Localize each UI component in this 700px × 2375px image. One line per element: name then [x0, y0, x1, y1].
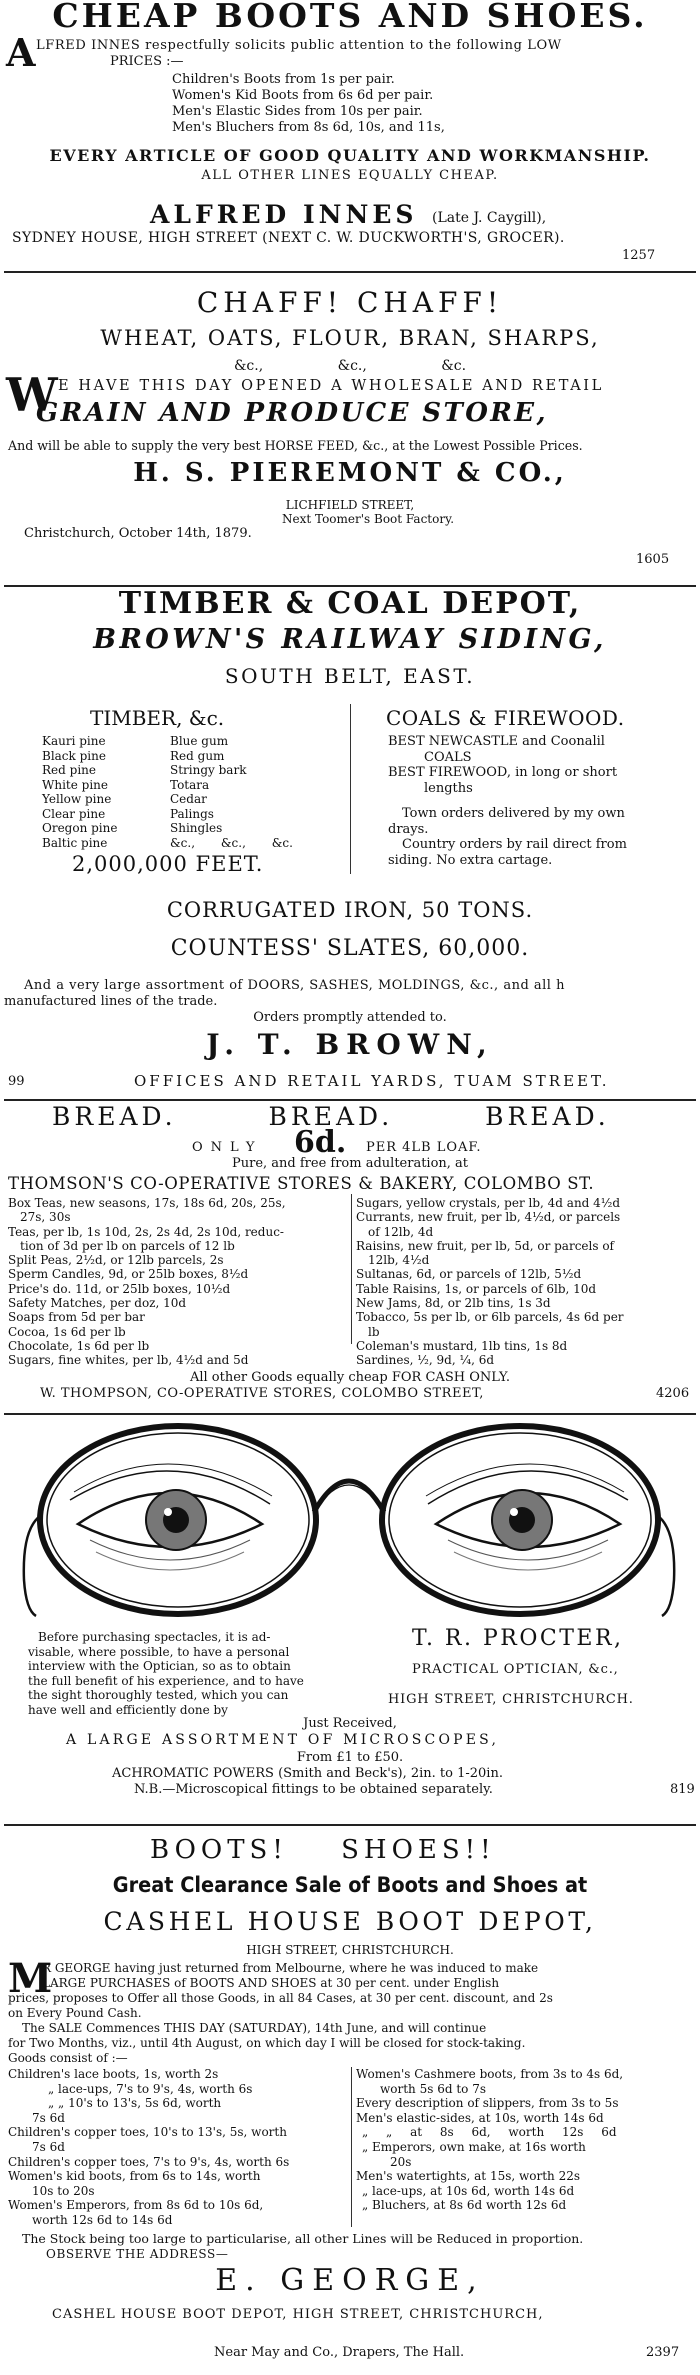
ad4-price: 6d.	[294, 1125, 347, 1160]
ad2-street: LICHFIELD STREET,	[285, 498, 415, 512]
ad2-drop-cap: W	[6, 368, 58, 422]
ad4-sig: W. THOMPSON, CO-OPERATIVE STORES, COLOMBO STREET,	[40, 1386, 484, 1401]
coal-line: Town orders delivered by my own	[402, 806, 625, 821]
shoe-item: Men's elastic-sides, at 10s, worth 14s 6d	[356, 2110, 604, 2125]
intro-line: the sight thoroughly tested, which you can	[28, 1688, 289, 1703]
coal-line: drays.	[388, 821, 429, 837]
ad1-price-1: Children's Boots from 1s per pair.	[172, 72, 395, 87]
coal-line	[388, 796, 688, 806]
ad-boots-shoes-george	[0, 1827, 700, 2375]
grocery-item: Soaps from 5d per bar	[8, 1310, 145, 1325]
timber-item: Cedar	[170, 792, 207, 806]
ad2-supply: And will be able to supply the very best HORSE FEED, &c., at the Lowest Possible Prices.	[8, 438, 583, 453]
ad6-title: BOOTS! SHOES!!	[150, 1835, 496, 1865]
ad2-next: Next Toomer's Boot Factory.	[282, 512, 455, 526]
ad-chaff	[0, 274, 700, 586]
ad5-name: T. R. PROCTER,	[412, 1626, 624, 1651]
coal-line: lengths	[424, 780, 473, 796]
shoe-item: Men's watertights, at 15s, worth 22s	[356, 2169, 581, 2184]
ad6-stock: The Stock being too large to particularise, all other Lines will be Reduced in proportion.	[22, 2231, 584, 2246]
ad-timber-coal	[0, 588, 700, 1110]
shoe-item: Children's copper toes, 10's to 13's, 5s, worth	[8, 2125, 287, 2140]
coal-line: COALS	[424, 749, 472, 765]
ad5-powers: ACHROMATIC POWERS (Smith and Beck's), 2in. to 1-20in.	[112, 1766, 503, 1781]
ad3-title: TIMBER & COAL DEPOT,	[118, 588, 582, 621]
ad3-timber-left	[42, 734, 117, 850]
ad1-intro-line1: LFRED INNES respectfully solicits public attention to the following LOW	[36, 38, 562, 53]
grocery-item: Sugars, yellow crystals, per lb, 4d and 4½d	[356, 1196, 621, 1210]
grocery-item: Teas, per lb, 1s 10d, 2s, 2s 4d, 2s 10d, reduc-	[8, 1224, 284, 1239]
para-line: R GEORGE having just returned from Melbourne, where he was induced to make	[42, 1961, 539, 1975]
timber-item: Yellow pine	[42, 792, 112, 806]
ad6-left-list	[8, 2067, 348, 2228]
intro-line: Before purchasing spectacles, it is ad-	[38, 1630, 271, 1644]
ad4-other: All other Goods equally cheap FOR CASH ONLY.	[189, 1370, 511, 1385]
ad3-slates: COUNTESS' SLATES, 60,000.	[170, 936, 530, 961]
ad4-only: ONLY	[192, 1140, 263, 1155]
timber-item: Clear pine	[42, 806, 106, 821]
ad5-number: 819	[670, 1782, 695, 1797]
shoe-item: Women's kid boots, from 6s to 14s, worth	[8, 2169, 261, 2184]
divider	[4, 585, 696, 587]
shoe-item: 7s 6d	[32, 2110, 65, 2125]
grocery-item: Safety Matches, per doz, 10d	[8, 1296, 187, 1311]
grocery-item: Sardines, ½, 9d, ¼, 6d	[356, 1353, 495, 1368]
ad6-paragraph	[8, 1955, 698, 2066]
ad1-intro-line2: PRICES :—	[110, 54, 184, 69]
shoe-item: „ lace-ups, at 10s 6d, worth 14s 6d	[362, 2183, 575, 2198]
timber-item: White pine	[42, 777, 108, 792]
grocery-item: Split Peas, 2½d, or 12lb parcels, 2s	[8, 1253, 224, 1268]
ad6-depot: CASHEL HOUSE BOOT DEPOT,	[103, 1907, 597, 1936]
timber-item: Stringy bark	[170, 763, 247, 777]
temple-right-icon	[658, 1516, 674, 1616]
ad1-name: ALFRED INNES	[150, 200, 418, 229]
intro-line: the full benefit of his experience, and to have	[28, 1673, 304, 1688]
ad6-high: HIGH STREET, CHRISTCHURCH.	[246, 1943, 454, 1957]
ad1-price-3: Men's Elastic Sides from 10s per pair.	[172, 104, 423, 119]
spectacles-illustration	[0, 1420, 700, 1620]
ad-cheap-boots	[0, 0, 700, 270]
grocery-item: New Jams, 8d, or 2lb tins, 1s 3d	[356, 1296, 551, 1311]
ad4-right-list	[356, 1196, 696, 1368]
timber-item: &c., &c., &c.	[170, 835, 293, 850]
shoe-item: Women's Cashmere boots, from 3s to 4s 6d,	[356, 2067, 624, 2081]
ad5-nb: N.B.—Microscopical fittings to be obtained separately.	[134, 1782, 493, 1797]
ad3-column-rule	[350, 704, 351, 874]
intro-line: interview with the Optician, so as to obtain	[28, 1659, 291, 1674]
ad3-coal-text	[388, 734, 688, 868]
grocery-item: 27s, 30s	[20, 1210, 71, 1225]
ad4-left-list	[8, 1196, 348, 1368]
grocery-item: Cocoa, 1s 6d per lb	[8, 1324, 126, 1339]
grocery-item: Table Raisins, 1s, or parcels of 6lb, 10d	[356, 1281, 597, 1296]
shoe-item: Women's Emperors, from 8s 6d to 10s 6d,	[8, 2198, 264, 2213]
grocery-item: Box Teas, new seasons, 17s, 18s 6d, 20s, 25s,	[8, 1196, 286, 1210]
timber-item: Baltic pine	[42, 835, 108, 850]
coal-line: BEST NEWCASTLE and Coonalil	[388, 734, 605, 749]
divider	[4, 1824, 696, 1826]
ad1-title: CHEAP BOOTS AND SHOES.	[52, 0, 648, 35]
ad5-price: From £1 to £50.	[296, 1750, 404, 1765]
ad1-late: (Late J. Caygill),	[432, 210, 547, 226]
shoe-item: „ „ at 8s 6d, worth 12s 6d	[362, 2125, 617, 2140]
ad2-etc: &c., &c., &c.	[233, 358, 467, 374]
timber-item: Shingles	[170, 821, 223, 835]
coal-line: Country orders by rail direct from	[402, 837, 627, 852]
ad5-role: PRACTICAL OPTICIAN, &c.,	[412, 1662, 619, 1677]
grocery-item: lb	[368, 1324, 380, 1339]
ad1-drop-cap: A	[6, 30, 36, 75]
ad3-belt: SOUTH BELT, EAST.	[224, 664, 476, 688]
grocery-item: 12lb, 4½d	[368, 1253, 430, 1268]
ad4-store: THOMSON'S CO-OPERATIVE STORES & BAKERY, COLOMBO ST.	[8, 1174, 595, 1193]
ad4-pure: Pure, and free from adulteration, at	[231, 1156, 469, 1171]
ad6-near: Near May and Co., Drapers, The Hall.	[214, 2345, 465, 2360]
ad1-number: 1257	[622, 248, 656, 263]
shoe-item: „ lace-ups, 7's to 9's, 4s, worth 6s	[48, 2081, 253, 2096]
shoe-item: Children's lace boots, 1s, worth 2s	[8, 2067, 219, 2081]
shoe-item: worth 12s 6d to 14s 6d	[32, 2212, 173, 2227]
ad3-number: 99	[8, 1074, 25, 1089]
ad6-clearance: Great Clearance Sale of Boots and Shoes at	[112, 1873, 588, 1897]
ad-bread	[0, 1102, 700, 1414]
timber-item: Red gum	[170, 748, 225, 763]
para-line: The SALE Commences THIS DAY (SATURDAY), 14th June, and will continue	[22, 2021, 487, 2035]
timber-item: Totara	[170, 777, 210, 792]
para-line: on Every Pound Cash.	[8, 2006, 142, 2020]
para-line: Goods consist of :—	[8, 2051, 128, 2065]
shoe-item: „ Bluchers, at 8s 6d worth 12s 6d	[362, 2198, 567, 2213]
para-line: for Two Months, viz., until 4th August, on which day I will be closed for stock-taking.	[8, 2036, 526, 2050]
ad5-address: HIGH STREET, CHRISTCHURCH.	[388, 1692, 634, 1707]
ad3-coal-heading: COALS & FIREWOOD.	[386, 706, 625, 730]
ad6-column-rule	[351, 2067, 352, 2227]
grocery-item: Coleman's mustard, 1lb tins, 1s 8d	[356, 1338, 568, 1353]
ad6-name: E. GEORGE,	[215, 2263, 485, 2298]
timber-item: Palings	[170, 806, 214, 821]
ad3-timber-heading: TIMBER, &c.	[90, 706, 225, 730]
ad2-line1: E HAVE THIS DAY OPENED A WHOLESALE AND RETAIL	[58, 378, 604, 394]
divider	[4, 1413, 696, 1415]
grocery-item: Sperm Candles, 9d, or 25lb boxes, 8½d	[8, 1267, 249, 1282]
grocery-item: of 12lb, 4d	[368, 1224, 434, 1239]
ad3-orders: Orders promptly attended to.	[253, 1010, 447, 1025]
shoe-item: Children's copper toes, 7's to 9's, 4s, worth 6s	[8, 2154, 290, 2169]
divider	[4, 1099, 696, 1101]
timber-item: Red pine	[42, 763, 96, 777]
ad5-intro-text	[28, 1630, 358, 1718]
ad1-quality: EVERY ARTICLE OF GOOD QUALITY AND WORKMANSHIP.	[49, 146, 651, 165]
grocery-item: Sugars, fine whites, per lb, 4½d and 5d	[8, 1353, 249, 1368]
timber-item: Blue gum	[170, 734, 229, 748]
ad2-date: Christchurch, October 14th, 1879.	[24, 526, 252, 541]
shoe-item: Every description of slippers, from 3s to 5s	[356, 2096, 619, 2111]
para-line: LARGE PURCHASES of BOOTS AND SHOES at 30 per cent. under English	[42, 1976, 500, 1990]
grocery-item: tion of 3d per lb on parcels of 12 lb	[20, 1238, 235, 1253]
para-line: prices, proposes to Offer all those Goods, in all 84 Cases, at 30 per cent. discount, and 2s	[8, 1991, 553, 2005]
grocery-item: Sultanas, 6d, or parcels of 12lb, 5½d	[356, 1267, 582, 1282]
grocery-item: Chocolate, 1s 6d per lb	[8, 1338, 150, 1353]
intro-line: have well and efficiently done by	[28, 1702, 228, 1717]
ad3-offices: OFFICES AND RETAIL YARDS, TUAM STREET.	[134, 1072, 610, 1090]
shoe-item: „ „ 10's to 13's, 5s 6d, worth	[48, 2096, 222, 2111]
ad2-goods: WHEAT, OATS, FLOUR, BRAN, SHARPS,	[100, 326, 600, 350]
ad3-siding: BROWN'S RAILWAY SIDING,	[93, 624, 607, 655]
ad6-address: CASHEL HOUSE BOOT DEPOT, HIGH STREET, CHRISTCHURCH,	[52, 2307, 544, 2322]
intro-line: visable, where possible, to have a personal	[28, 1644, 290, 1659]
temple-left-icon	[24, 1516, 40, 1616]
ad3-assort-1: And a very large assortment of DOORS, SASHES, MOLDINGS, &c., and all h	[24, 978, 565, 993]
ad4-column-rule	[351, 1194, 352, 1344]
ad6-observe: OBSERVE THE ADDRESS—	[46, 2247, 229, 2261]
ad5-assort: A LARGE ASSORTMENT OF MICROSCOPES,	[66, 1732, 500, 1748]
ad3-timber-right	[170, 734, 293, 850]
ad-optician	[0, 1416, 700, 1824]
shoe-item: 10s to 20s	[32, 2183, 95, 2198]
left-eye-icon	[70, 1464, 272, 1570]
ad1-price-2: Women's Kid Boots from 6s 6d per pair.	[172, 88, 434, 103]
ad2-number: 1605	[636, 552, 670, 567]
ad4-title: BREAD. BREAD. BREAD.	[52, 1102, 610, 1131]
grocery-item: Tobacco, 5s per lb, or 6lb parcels, 4s 6d per	[356, 1310, 624, 1325]
shoe-item: „ Emperors, own make, at 16s worth	[362, 2139, 586, 2154]
ad1-price-4: Men's Bluchers from 8s 6d, 10s, and 11s,	[172, 120, 445, 135]
ad2-title: CHAFF! CHAFF!	[196, 286, 504, 319]
ad6-number: 2397	[646, 2345, 680, 2360]
ad5-received: Just Received,	[303, 1716, 397, 1731]
shoe-item: 20s	[390, 2154, 412, 2169]
ad4-per: PER 4LB LOAF.	[366, 1140, 482, 1155]
ad3-iron: CORRUGATED IRON, 50 TONS.	[166, 898, 534, 922]
grocery-item: Currants, new fruit, per lb, 4½d, or parcels	[356, 1210, 621, 1225]
grocery-item: Price's do. 11d, or 25lb boxes, 10½d	[8, 1281, 231, 1296]
ad3-assort-2: manufactured lines of the trade.	[4, 994, 218, 1009]
ad2-store: GRAIN AND PRODUCE STORE,	[36, 398, 548, 428]
grocery-item: Raisins, new fruit, per lb, 5d, or parcels of	[356, 1238, 614, 1253]
ad1-address: SYDNEY HOUSE, HIGH STREET (NEXT C. W. DUCKWORTH'S, GROCER).	[12, 230, 565, 246]
bridge-icon	[314, 1481, 384, 1512]
ad3-name: J. T. BROWN,	[206, 1028, 494, 1061]
shoe-item: worth 5s 6d to 7s	[380, 2081, 486, 2096]
shoe-item: 7s 6d	[32, 2139, 65, 2154]
ad6-right-list	[356, 2067, 696, 2213]
right-eye-icon	[426, 1464, 628, 1570]
coal-line: siding. No extra cartage.	[388, 852, 553, 868]
ad4-number: 4206	[656, 1386, 690, 1401]
ad1-cheap: ALL OTHER LINES EQUALLY CHEAP.	[201, 168, 499, 183]
ad3-feet: 2,000,000 FEET.	[72, 852, 264, 876]
timber-item: Black pine	[42, 748, 106, 763]
coal-line: BEST FIREWOOD, in long or short	[388, 765, 618, 780]
timber-item: Kauri pine	[42, 734, 106, 748]
ad2-name: H. S. PIEREMONT & CO.,	[133, 458, 567, 488]
ad6-drop-cap: M	[8, 1955, 53, 2002]
divider	[4, 271, 696, 273]
timber-item: Oregon pine	[42, 821, 118, 835]
